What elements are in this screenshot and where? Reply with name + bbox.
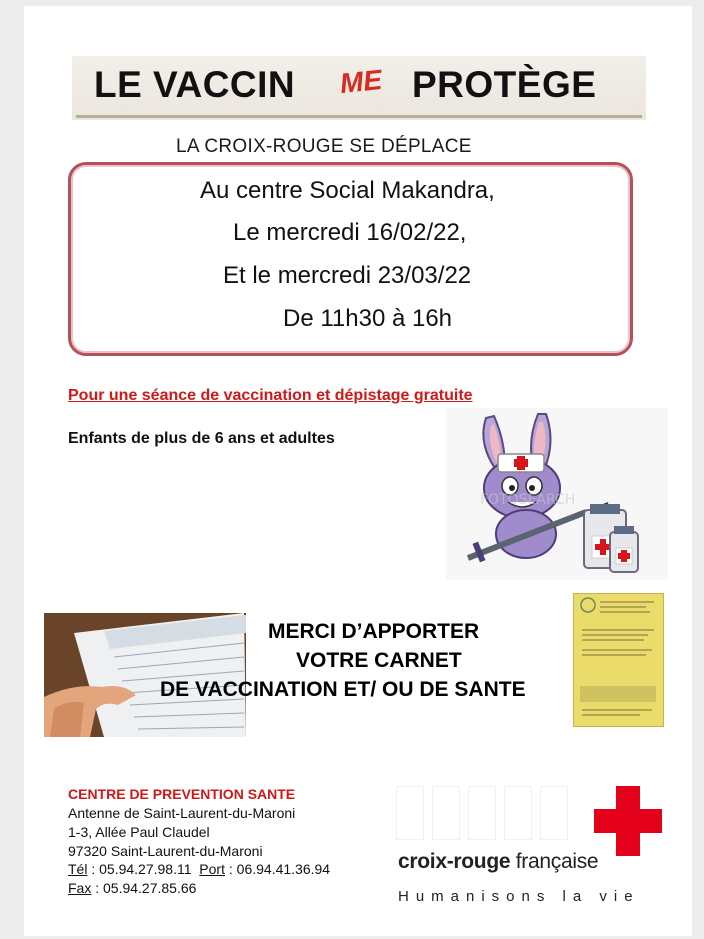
schedule-hours: De 11h30 à 16h [283, 305, 453, 332]
title-le-vaccin: LE VACCIN [94, 64, 296, 105]
tel-label: Tél [68, 861, 88, 877]
address-antenne: Antenne de Saint-Laurent-du-Maroni [68, 805, 296, 821]
schedule-date-1: Le mercredi 16/02/22, [233, 219, 467, 246]
subtitle: LA CROIX-ROUGE SE DÉPLACE [176, 136, 472, 157]
logo-watermark [396, 786, 572, 838]
vaccination-certificate-card [573, 593, 664, 727]
title-banner [72, 56, 646, 120]
port-label: Port [199, 861, 225, 877]
merci-line-1: MERCI D’APPORTER [268, 620, 480, 643]
audience-text: Enfants de plus de 6 ans et adultes [68, 430, 335, 447]
schedule-box [68, 162, 633, 356]
address-city: 97320 Saint-Laurent-du-Maroni [68, 843, 263, 859]
red-cross-icon [594, 786, 662, 856]
title-me: ME [338, 63, 384, 100]
croix-rouge-name: croix-rouge [398, 850, 511, 873]
title-protege: PROTÈGE [412, 64, 597, 105]
croix-rouge-tagline: Humanisons la vie [398, 888, 640, 905]
merci-line-3: DE VACCINATION ET/ OU DE SANTE [160, 678, 526, 701]
port-value: : 06.94.41.36.94 [224, 861, 331, 877]
vaccination-booklet-photo [44, 613, 246, 737]
croix-rouge-francaise: française [510, 850, 599, 873]
croix-rouge-logo-text [398, 850, 598, 874]
bunny-nurse-illustration [446, 408, 668, 580]
svg-text:FOTOSEARCH: FOTOSEARCH [480, 492, 576, 508]
fax-value: : 05.94.27.85.66 [91, 880, 197, 896]
address-street: 1-3, Allée Paul Claudel [68, 824, 210, 840]
fax-label: Fax [68, 880, 92, 896]
centre-name: CENTRE DE PREVENTION SANTE [68, 786, 296, 802]
phone-line [68, 861, 330, 877]
merci-line-2: VOTRE CARNET [296, 649, 462, 672]
fax-line [68, 880, 196, 896]
schedule-location: Au centre Social Makandra, [200, 177, 495, 204]
banner-divider [76, 115, 642, 118]
tel-value: : 05.94.27.98.11 [87, 861, 192, 877]
promo-text: Pour une séance de vaccination et dépistage gratuite [68, 387, 473, 404]
schedule-date-2: Et le mercredi 23/03/22 [223, 262, 472, 289]
